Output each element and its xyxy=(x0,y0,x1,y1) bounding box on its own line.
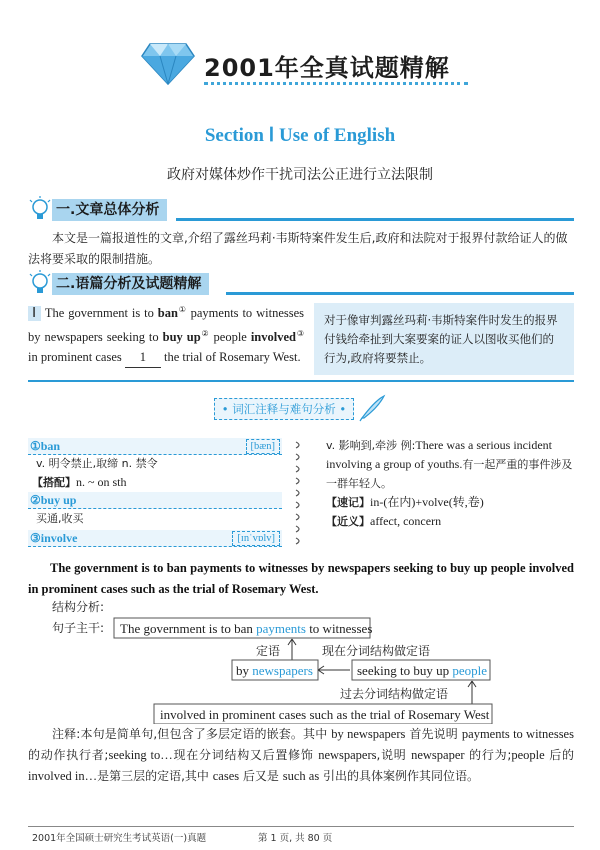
answer-blank: 1 xyxy=(125,347,161,368)
article-title: 政府对媒体炒作干扰司法公正进行立法限制 xyxy=(167,167,433,183)
by-newspapers: by newspapers xyxy=(236,663,313,678)
vocab-entry-involve: ③involve [ɪnˈvɒlv] xyxy=(28,530,282,547)
page-title: 2001年全真试题精解 xyxy=(204,54,450,82)
vocab-ban: ban xyxy=(157,306,178,321)
passage-text: Ⅰ The government is to ban① payments to witnesses by newspapers seeking to buy up② people involved③ in prominent cases 1 the trial of Rosemary West. xyxy=(28,300,304,368)
attr-label-2: 现在分词结构做定语 xyxy=(322,644,431,658)
footer-rule xyxy=(28,826,574,827)
header xyxy=(140,40,470,90)
section-title: Section Ⅰ Use of English xyxy=(204,125,396,146)
section-rule xyxy=(176,218,574,221)
translation-box: 对于像审判露丝玛莉·韦斯特案件时发生的报界付钱给牵扯到大案要案的证人以图收买他们的行为,政府将要禁止。 xyxy=(314,303,574,375)
pronunciation: [bæn] xyxy=(246,439,281,454)
seeking-clause: seeking to buy up people xyxy=(357,663,487,678)
vocab-buy-up: buy up xyxy=(162,330,201,345)
structure-label: 结构分析: xyxy=(52,600,105,614)
vocab-entry-buy-up: ②buy up xyxy=(28,492,282,509)
spiral-divider xyxy=(292,438,306,550)
vocab-def: v. 明令禁止,取缔 n. 禁令 xyxy=(36,457,158,470)
vocab-entry-ban: ①ban [bæn] xyxy=(28,438,282,455)
attr-label-1: 定语 xyxy=(256,644,281,658)
structure-diagram xyxy=(0,612,600,724)
main-clause-label: 句子主干: xyxy=(52,621,105,635)
key-sentence: The government is to ban payments to witnesses by newspapers seeking to buy up people involved in prominent cases such as the trial of Rosemary West. xyxy=(28,561,574,596)
lightbulb-icon xyxy=(28,270,52,298)
section-label: 二.语篇分析及试题精解 xyxy=(52,273,209,295)
vocab-involve-detail: v. 影响到,牵涉 例:There was a serious incident involving a group of youths.有一起严重的事件涉及一群年轻人。 【速记】in-(在内)+volve(转,卷) 【近义】affect, concern xyxy=(326,438,573,528)
paragraph-number: Ⅰ xyxy=(28,306,41,321)
lightbulb-icon xyxy=(28,196,52,224)
diamond-icon xyxy=(140,40,196,86)
vocab-def: 买通,收买 xyxy=(36,512,84,525)
attr-label-3: 过去分词结构做定语 xyxy=(340,687,449,701)
pronunciation: [ɪnˈvɒlv] xyxy=(232,531,280,546)
section-header-analysis xyxy=(28,272,574,296)
section-rule xyxy=(226,292,574,295)
page-number: 第 1 页, 共 80 页 xyxy=(258,833,333,844)
overview-text: 本文是一篇报道性的文章,介绍了露丝玛莉·韦斯特案件发生后,政府和法院对于报界付款给证人的做法将要采取的限制措施。 xyxy=(28,231,568,266)
title-underline xyxy=(204,82,468,86)
annotation-note: 注释:本句是简单句,但包含了多层定语的嵌套。其中 by newspapers 首先说明 payments to witnesses 的动作执行者;seeking to…现在分词结构又后置修饰 newspapers,说明 newspaper 的行为;people 后的 involved in…是第三层的定语,其中 cases 后又是 such as 引出的具体案例作其同位语。 xyxy=(28,727,574,783)
footer-title: 2001年全国硕士研究生考试英语(一)真题 xyxy=(32,833,207,844)
divider xyxy=(28,380,574,382)
main-clause: The government is to ban payments to witnesses xyxy=(120,621,373,636)
section-header-overview xyxy=(28,198,574,222)
vocab-involved: involved xyxy=(250,330,296,345)
vocab-collocation: 【搭配】n. ~ on sth xyxy=(32,475,127,489)
vocab-banner: • 词汇注释与难句分析 • xyxy=(214,398,354,420)
section-label: 一.文章总体分析 xyxy=(52,199,167,221)
involved-clause: involved in prominent cases such as the trial of Rosemary West xyxy=(160,707,490,722)
quill-icon xyxy=(358,394,386,422)
